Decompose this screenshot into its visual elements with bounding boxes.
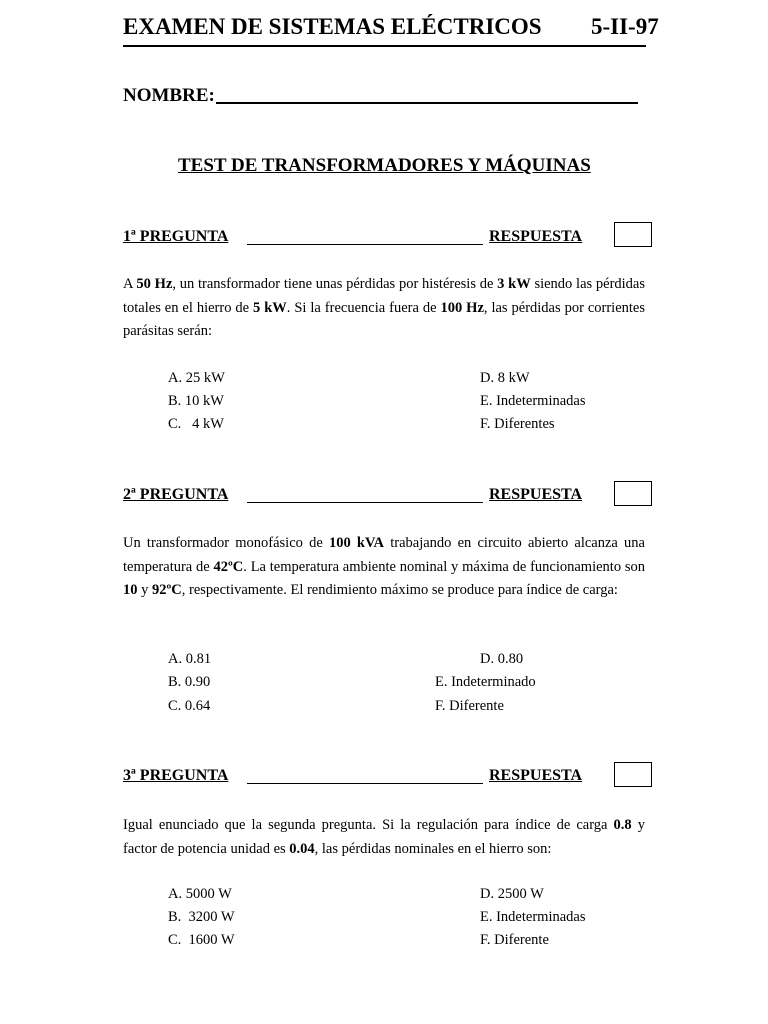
- question-2-answer-box[interactable]: [614, 481, 652, 506]
- question-1-answer-box[interactable]: [614, 222, 652, 247]
- bold-value: 5 kW: [253, 299, 287, 316]
- question-3-option-d[interactable]: D. 2500 W: [480, 886, 544, 902]
- section-title: TEST DE TRANSFORMADORES Y MÁQUINAS: [178, 155, 591, 176]
- title-underline: [123, 45, 646, 47]
- question-2-option-f[interactable]: F. Diferente: [435, 698, 504, 714]
- bold-value: 50 Hz: [136, 276, 173, 292]
- question-1-option-e[interactable]: E. Indeterminadas: [480, 393, 586, 409]
- exam-date: 5-II-97: [591, 14, 659, 39]
- question-2-option-d[interactable]: D. 0.80: [480, 651, 524, 667]
- question-2-label: 2ª PREGUNTA: [123, 486, 229, 503]
- nombre-label: NOMBRE:: [123, 85, 215, 106]
- question-1-option-b[interactable]: B. 10 kW: [168, 393, 224, 409]
- bold-value: 92ºC: [152, 582, 182, 598]
- question-2-option-a[interactable]: A. 0.81: [168, 651, 212, 667]
- question-2-answer-label: RESPUESTA: [489, 486, 583, 503]
- question-1-line: [247, 244, 483, 245]
- question-1-answer-label: RESPUESTA: [489, 228, 583, 245]
- question-1-option-a[interactable]: A. 25 kW: [168, 370, 225, 386]
- question-3-text: Igual enunciado que la segunda pregunta. Si la regulación para índice de carga 0.8 y factor de potencia unidad es 0.04, las pérdidas nominales en el hierro son:: [123, 817, 645, 857]
- question-2-text: Un transformador monofásico de 100 kVA trabajando en circuito abierto alcanza una temperatura de 42ºC. La temperatura ambiente nominal y máxima de funcionamiento son 10 y 92ºC, respectivamente. El rendimiento máximo se produce para índice de carga:: [123, 535, 646, 598]
- question-3-option-c[interactable]: C. 1600 W: [168, 932, 235, 948]
- bold-value: 0.8: [613, 817, 632, 833]
- question-2-option-c[interactable]: C. 0.64: [168, 698, 211, 714]
- question-3-option-e[interactable]: E. Indeterminadas: [480, 909, 586, 925]
- question-1-option-d[interactable]: D. 8 kW: [480, 370, 530, 386]
- bold-value: 100 Hz: [440, 299, 484, 316]
- exam-title: EXAMEN DE SISTEMAS ELÉCTRICOS: [123, 14, 542, 39]
- question-1-option-f[interactable]: F. Diferentes: [480, 416, 555, 432]
- bold-value: 42ºC: [213, 558, 244, 575]
- bold-value: 3 kW: [497, 276, 531, 292]
- question-3-option-a[interactable]: A. 5000 W: [168, 886, 232, 902]
- question-1-text: A 50 Hz, un transformador tiene unas pérdidas por histéresis de 3 kW siendo las pérdidas totales en el hierro de 5 kW. Si la frecuencia fuera de 100 Hz, las pérdidas por corrientes parásitas serán:: [123, 276, 646, 339]
- question-2-line: [247, 502, 483, 503]
- question-3-answer-label: RESPUESTA: [489, 767, 583, 784]
- question-3-option-b[interactable]: B. 3200 W: [168, 909, 235, 925]
- question-3-answer-box[interactable]: [614, 762, 652, 787]
- question-3-label: 3ª PREGUNTA: [123, 767, 229, 784]
- question-1-option-c[interactable]: C. 4 kW: [168, 416, 224, 432]
- question-3-option-f[interactable]: F. Diferente: [480, 932, 549, 948]
- nombre-field[interactable]: [216, 102, 638, 104]
- question-2-option-b[interactable]: B. 0.90: [168, 674, 211, 690]
- bold-value: 100 kVA: [328, 535, 385, 551]
- bold-value: 0.04: [289, 840, 315, 857]
- question-1-label: 1ª PREGUNTA: [123, 228, 229, 245]
- bold-value: 10: [123, 582, 138, 598]
- question-3-line: [247, 783, 483, 784]
- question-2-option-e[interactable]: E. Indeterminado: [435, 674, 536, 690]
